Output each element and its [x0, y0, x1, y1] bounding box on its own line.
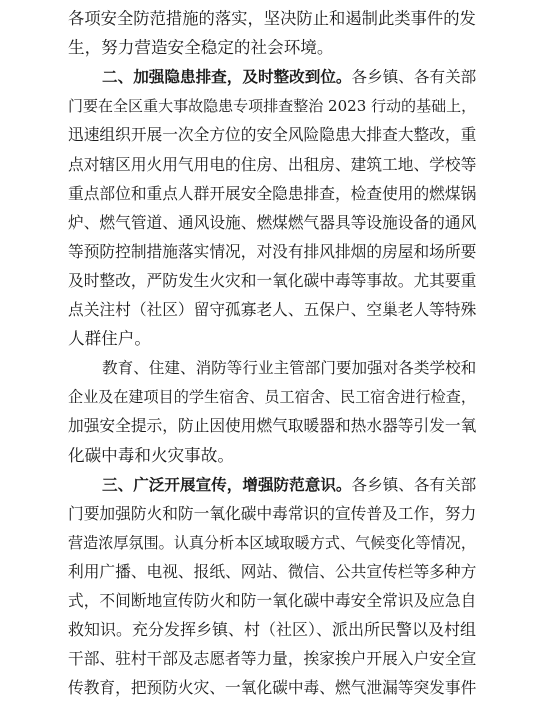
body-text: 式，不间断地宣传防火和防一氧化碳中毒安全常识及应急自: [68, 591, 477, 610]
text-line: [68, 91, 476, 121]
text-line: [68, 120, 476, 150]
text-line: [68, 324, 476, 354]
body-text: 企业及在建项目的学生宿舍、员工宿舍、民工宿舍进行检查，: [68, 388, 476, 407]
body-text: 化碳中毒和火灾事故。: [68, 445, 234, 465]
body-text: 迅速组织开展一次全方位的安全风险隐患大排查大整改，重: [68, 125, 477, 145]
body-text: 干部、驻村干部及志愿者等力量，挨家挨户开展入户安全宣: [68, 649, 477, 669]
body-text: 门要加强防火和防一氧化碳中毒常识的宣传普及工作，努力: [68, 503, 477, 523]
text-line: [68, 295, 476, 325]
text-line: [68, 179, 476, 209]
text-line: [68, 557, 476, 587]
body-text: 各乡镇、各有关部: [351, 475, 477, 494]
body-text: 点关注村（社区）留守孤寡老人、五保户、空巢老人等特殊: [68, 300, 477, 319]
body-text: 救知识。充分发挥乡镇、村（社区）、派出所民警以及村组: [68, 620, 476, 640]
text-line: [68, 644, 476, 674]
text-line: [68, 528, 476, 558]
body-text: 及时整改，严防发生火灾和一氧化碳中毒等事故。尤其要重: [68, 270, 477, 290]
text-line: [102, 62, 476, 92]
body-text: 利用广播、电视、报纸、网站、微信、公共宣传栏等多种方: [68, 561, 477, 581]
text-line: [68, 237, 476, 267]
body-text: 传教育，把预防火灾、一氧化碳中毒、燃气泄漏等突发事件: [68, 678, 477, 698]
text-line: [68, 4, 476, 34]
body-text: 生，努力营造安全稳定的社会环境。: [68, 38, 334, 58]
text-line: [68, 673, 476, 703]
text-line: [68, 615, 476, 645]
text-line: [68, 382, 476, 412]
body-text: 点对辖区用火用气用电的住房、出租房、建筑工地、学校等: [68, 154, 477, 174]
text-line: [102, 470, 476, 500]
body-text: 各项安全防范措施的落实，坚决防止和遏制此类事件的发: [68, 9, 476, 28]
body-text: 门要在全区重大事故隐患专项排查整治 2023 行动的基础上，: [68, 97, 477, 116]
section-heading: 三、广泛开展宣传，增强防范意识。: [102, 474, 352, 494]
section-heading: 二、加强隐患排查，及时整改到位。: [102, 67, 352, 87]
body-text: 人群住户。: [68, 329, 151, 349]
body-text: 营造浓厚氛围。认真分析本区域取暖方式、气候变化等情况，: [68, 533, 476, 552]
text-line: [102, 353, 476, 383]
body-text: 各乡镇、各有关部: [351, 68, 477, 87]
text-line: [68, 150, 476, 180]
body-text: 重点部位和重点人群开展安全隐患排查，检查使用的燃煤锅: [68, 183, 477, 203]
body-text: 加强安全提示，防止因使用燃气取暖器和热水器等引发一氧: [68, 416, 477, 436]
body-text: 等预防控制措施落实情况，对没有排风排烟的房屋和场所要: [68, 241, 477, 261]
body-text: 炉、燃气管道、通风设施、燃煤燃气器具等设施设备的通风: [68, 212, 477, 232]
text-line: [68, 441, 476, 471]
body-text: 教育、住建、消防等行业主管部门要加强对各类学校和: [102, 359, 477, 378]
text-line: [68, 208, 476, 238]
text-line: [68, 33, 476, 63]
text-line: [68, 266, 476, 296]
text-line: [68, 411, 476, 441]
text-line: [68, 499, 476, 529]
text-line: [68, 586, 476, 616]
